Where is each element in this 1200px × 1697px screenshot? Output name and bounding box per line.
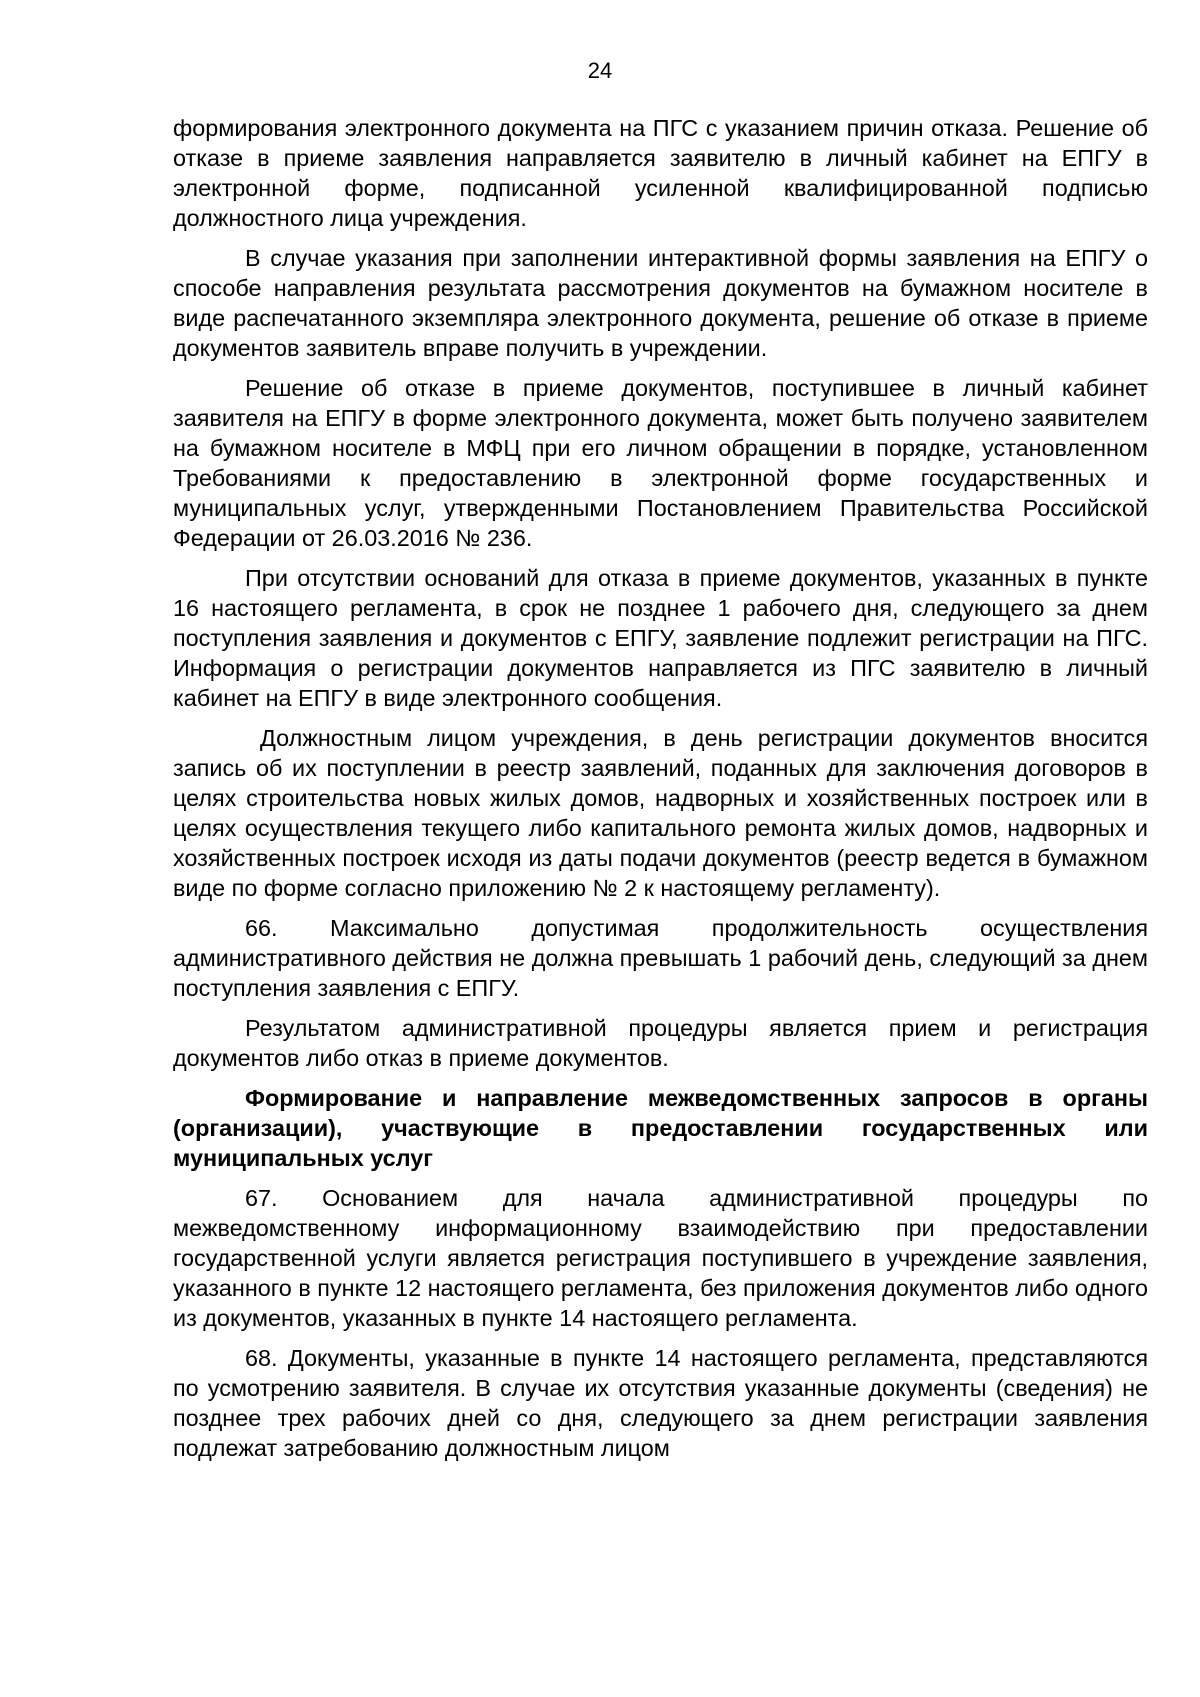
paragraph-refusal-form: формирования электронного документа на ПГС с указанием причин отказа. Решение об отказе в приеме заявления направляется заявителю в личный кабинет на ЕПГУ в электронной форме, подписанной усиленной квалифицированной подписью должностного лица учреждения. [173,115,1148,231]
section-heading: Формирование и направление межведомственных запросов в органы (организации), участвующие в предоставлении государственных или муниципальных услуг [173,1085,1148,1171]
paragraph-mfc-receipt: Решение об отказе в приеме документов, поступившее в личный кабинет заявителя на ЕПГУ в форме электронного документа, может быть получено заявителем на бумажном носителе в МФЦ при его личном обращении в порядке, установленном Требованиями к предоставлению в электронной форме государственных и муниципальных услуг, утвержденными Постановлением Правительства Российской Федерации от 26.03.2016 № 236. [173,375,1148,551]
paragraph-paper-result: В случае указания при заполнении интерактивной формы заявления на ЕПГУ о способе направления результата рассмотрения документов на бумажном носителе в виде распечатанного экземпляра электронного документа, решение об отказе в приеме документов заявитель вправе получить в учреждении. [173,245,1148,361]
paragraph-66-duration: 66. Максимально допустимая продолжительность осуществления административного действия не должна превышать 1 рабочий день, следующий за днем поступления заявления с ЕПГУ. [173,915,1148,1001]
paragraph-registry-entry: Должностным лицом учреждения, в день регистрации документов вносится запись об их поступлении в реестр заявлений, поданных для заключения договоров в целях строительства новых жилых домов, надворных и хозяйственных построек или в целях осуществления текущего либо капитального ремонта жилых домов, надворных и хозяйственных построек исходя из даты подачи документов (реестр ведется в бумажном виде по форме согласно приложению № 2 к настоящему регламенту). [173,725,1148,901]
document-body [173,113,1148,1473]
paragraph-67-basis: 67. Основанием для начала административной процедуры по межведомственному информационному взаимодействию при предоставлении государственной услуги является регистрация поступившего в учреждение заявления, указанного в пункте 12 настоящего регламента, без приложения документов либо одного из документов, указанных в пункте 14 настоящего регламента. [173,1185,1148,1331]
paragraph-68-documents: 68. Документы, указанные в пункте 14 настоящего регламента, представляются по усмотрению заявителя. В случае их отсутствия указанные документы (сведения) не позднее трех рабочих дней со дня, следующего за днем регистрации заявления подлежат затребованию должностным лицом [173,1345,1148,1461]
page-number: 24 [587,58,613,83]
paragraph-registration: При отсутствии оснований для отказа в приеме документов, указанных в пункте 16 настоящего регламента, в срок не позднее 1 рабочего дня, следующего за днем поступления заявления и документов с ЕПГУ, заявление подлежит регистрации на ПГС. Информация о регистрации документов направляется из ПГС заявителю в личный кабинет на ЕПГУ в виде электронного сообщения. [173,565,1148,711]
paragraph-procedure-result: Результатом административной процедуры является прием и регистрация документов либо отказ в приеме документов. [173,1015,1148,1071]
